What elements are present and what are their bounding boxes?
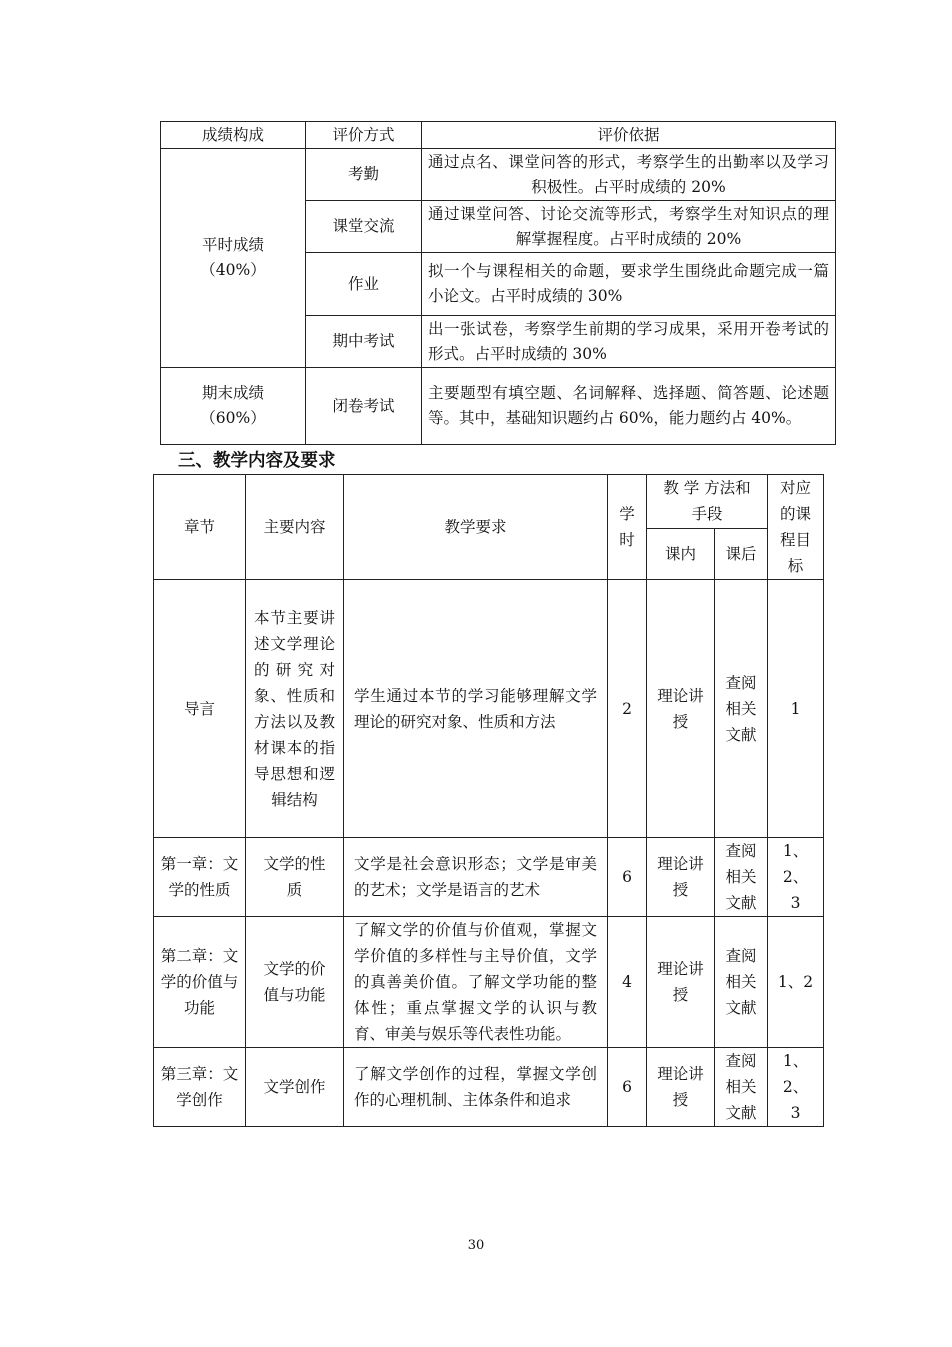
hours-cell: 2 [608,580,647,838]
after-class-cell: 查阅相关文献 [715,838,768,917]
requirement-cell: 了解文学创作的过程，掌握文学创作的心理机制、主体条件和追求 [344,1048,608,1127]
goal-cell: 1、2 [768,917,824,1048]
header-in-class: 课内 [647,528,715,580]
usual-grade-weight: （40%） [200,261,266,279]
in-class-cell: 理论讲授 [647,1048,715,1127]
basis-cell: 出一张试卷，考察学生前期的学习成果，采用开卷考试的形式。占平时成绩的 30% [422,316,836,368]
header-class-hours: 学时 [608,475,647,580]
basis-cell: 拟一个与课程相关的命题，要求学生围绕此命题完成一篇小论文。占平时成绩的 30% [422,253,836,316]
hours-cell: 4 [608,917,647,1048]
goal-cell: 1、2、3 [768,1048,824,1127]
requirement-cell: 了解文学的价值与价值观，掌握文学价值的多样性与主导价值，文学的真善美价值。了解文学功能的整体性；重点掌握文学的认识与教育、审美与娱乐等代表性功能。 [344,917,608,1048]
grading-table [160,121,836,445]
requirement-cell: 文学是社会意识形态；文学是审美的艺术；文学是语言的艺术 [344,838,608,917]
header-evaluation-basis: 评价依据 [422,122,836,149]
header-teaching-requirements: 教学要求 [344,475,608,580]
method-cell: 作业 [306,253,422,316]
after-class-cell: 查阅相关文献 [715,1048,768,1127]
header-evaluation-method: 评价方式 [306,122,422,149]
final-grade-label: 期末成绩 [201,384,264,402]
chapter-cell: 导言 [154,580,246,838]
grading-header-row [161,122,836,149]
usual-grade-cell [161,149,306,368]
table-row [154,917,824,1048]
chapter-cell: 第一章：文学的性质 [154,838,246,917]
method-cell: 课堂交流 [306,201,422,253]
header-main-content: 主要内容 [246,475,344,580]
main-content-cell: 文学创作 [246,1048,344,1127]
requirement-cell: 学生通过本节的学习能够理解文学理论的研究对象、性质和方法 [344,580,608,838]
basis-cell: 通过点名、课堂问答的形式，考察学生的出勤率以及学习积极性。占平时成绩的 20% [422,149,836,201]
basis-cell: 主要题型有填空题、名词解释、选择题、简答题、论述题等。其中，基础知识题约占 60%，能力题约占 40%。 [422,368,836,445]
table-row [161,368,836,445]
basis-cell: 通过课堂问答、讨论交流等形式，考察学生对知识点的理解掌握程度。占平时成绩的 20% [422,201,836,253]
header-after-class: 课后 [715,528,768,580]
table-row [154,580,824,838]
in-class-cell: 理论讲授 [647,917,715,1048]
in-class-cell: 理论讲授 [647,838,715,917]
method-cell: 考勤 [306,149,422,201]
method-cell: 闭卷考试 [306,368,422,445]
hours-cell: 6 [608,838,647,917]
usual-grade-label: 平时成绩 [201,236,264,254]
header-grade-component: 成绩构成 [161,122,306,149]
content-header-row [154,475,824,529]
header-teaching-methods: 教 学 方法和手段 [647,475,768,529]
goal-cell: 1 [768,580,824,838]
teaching-content-table [153,474,824,1127]
section-heading: 三、教学内容及要求 [178,451,336,471]
after-class-cell: 查阅相关文献 [715,580,768,838]
page-number: 30 [467,1238,485,1253]
table-row [154,838,824,917]
final-grade-cell [161,368,306,445]
table-row [161,149,836,201]
main-content-cell: 文学的价值与功能 [246,917,344,1048]
table-row [154,1048,824,1127]
in-class-cell: 理论讲授 [647,580,715,838]
chapter-cell: 第二章：文学的价值与功能 [154,917,246,1048]
header-course-goal: 对应的课程目标 [768,475,824,580]
main-content-cell: 本节主要讲述文学理论 的研究对象、性质和方法以及教材课本的指导思想和逻辑结构 [246,580,344,838]
hours-cell: 6 [608,1048,647,1127]
goal-cell: 1、2、3 [768,838,824,917]
after-class-cell: 查阅相关文献 [715,917,768,1048]
final-grade-weight: （60%） [200,409,266,427]
main-content-cell: 文学的性质 [246,838,344,917]
method-cell: 期中考试 [306,316,422,368]
header-chapter: 章节 [154,475,246,580]
chapter-cell: 第三章：文学创作 [154,1048,246,1127]
